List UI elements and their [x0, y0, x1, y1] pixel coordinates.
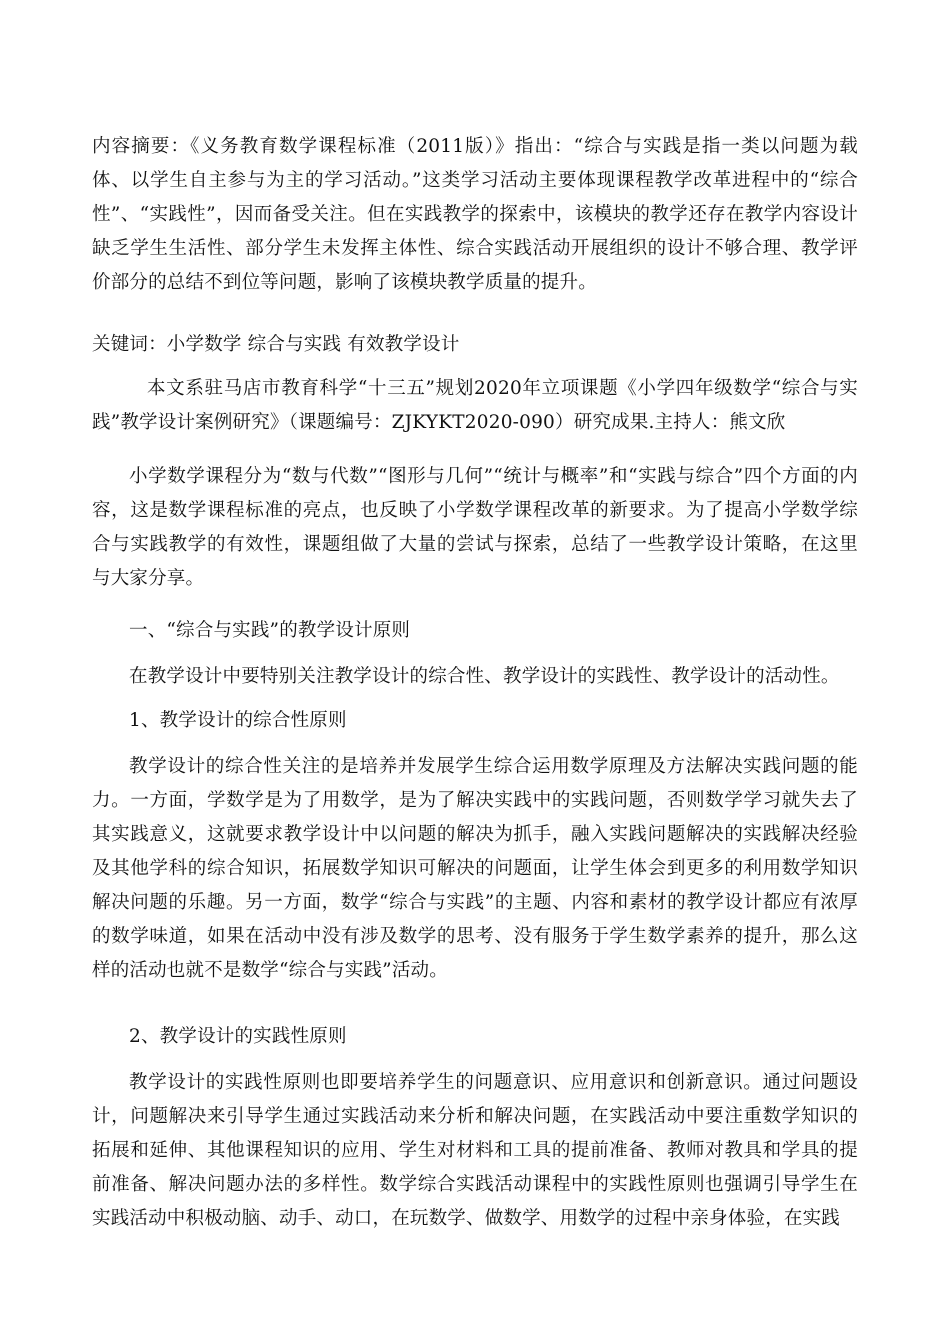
subsection-heading-2: 2、教学设计的实践性原则 [129, 1026, 347, 1047]
subsection-2-text: 教学设计的实践性原则也即要培养学生的问题意识、应用意识和创新意识。通过问题设计，问题解决来引导学生通过实践活动来分析和解决问题，在实践活动中要注重数学知识的拓展和延伸、其他课程知识的应用、学生对材料和工具的提前准备、教师对教具和学具的提前准备、解决问题办法的多样性。数学综合实践活动课程中的实践性原则也强调引导学生在实践活动中积极动脑、动手、动口，在玩数学、做数学、用数学的过程中亲身体验，在实践 [92, 1072, 858, 1229]
funding-note: 本文系驻马店市教育科学“十三五”规划2020年立项课题《小学四年级数学“综合与实践”教学设计案例研究》（课题编号：ZJKYKT2020-090）研究成果.主持人：熊文欣 [92, 378, 858, 433]
subsection-heading-1: 1、教学设计的综合性原则 [129, 710, 347, 731]
abstract-paragraph: 内容摘要：《义务教育数学课程标准（2011版）》指出：“综合与实践是指一类以问题为载体、以学生自主参与为主的学习活动。”这类学习活动主要体现课程教学改革进程中的“综合性”、“实践性”，因而备受关注。但在实践教学的探索中，该模块的教学还存在教学内容设计缺乏学生生活性、部分学生未发挥主体性、综合实践活动开展组织的设计不够合理、教学评价部分的总结不到位等问题，影响了该模块教学质量的提升。 [92, 136, 858, 293]
section-heading-1: 一、“综合与实践”的教学设计原则 [129, 620, 411, 641]
subsection-1-text: 教学设计的综合性关注的是培养并发展学生综合运用数学原理及方法解决实践问题的能力。一方面，学数学是为了用数学，是为了解决实践中的实践问题，否则数学学习就失去了其实践意义，这就要求教学设计中以问题的解决为抓手，融入实践问题解决的实践解决经验及其他学科的综合知识，拓展数学知识可解决的问题面，让学生体会到更多的利用数学知识解决问题的乐趣。另一方面，数学“综合与实践”的主题、内容和素材的教学设计都应有浓厚的数学味道，如果在活动中没有涉及数学的思考、没有服务于学生数学素养的提升，那么这样的活动也就不是数学“综合与实践”活动。 [92, 756, 858, 981]
intro-paragraph: 小学数学课程分为“数与代数”“图形与几何”“统计与概率”和“实践与综合”四个方面的内容，这是数学课程标准的亮点，也反映了小学数学课程改革的新要求。为了提高小学数学综合与实践教学的有效性，课题组做了大量的尝试与探索，总结了一些教学设计策略，在这里与大家分享。 [92, 466, 858, 589]
keywords-line: 关键词：小学数学 综合与实践 有效教学设计 [92, 334, 460, 355]
section-1-text: 在教学设计中要特别关注教学设计的综合性、教学设计的实践性、教学设计的活动性。 [129, 666, 840, 687]
